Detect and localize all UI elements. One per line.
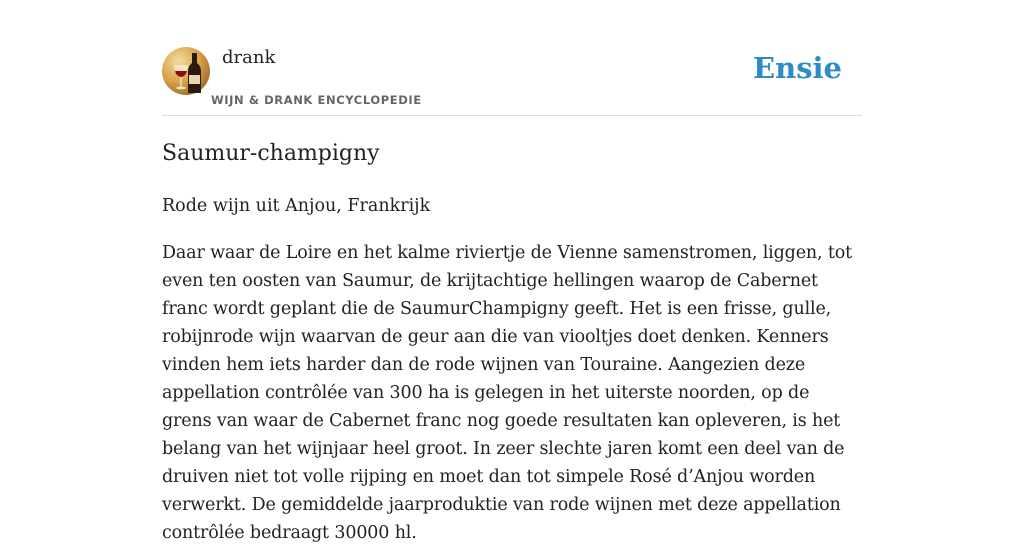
wine-bottle-glass-icon [162,47,210,95]
brand-logo-link[interactable]: Ensie [753,51,842,85]
avatar[interactable] [162,47,210,95]
article-title: Saumur-champigny [162,141,380,166]
article-body: Daar waar de Loire en het kalme riviertje de Vienne samenstromen, liggen, tot even ten oosten van Saumur, de krijtachtige hellingen waarop de Cabernet franc wordt geplant die de SaumurChampigny geeft. Het is een frisse, gulle, robijnrode wijn waarvan de geur aan die van viooltjes doet denken. Kenners vinden hem iets harder dan de rode wijnen van Touraine. Aangezien deze appellation contrôlée van 300 ha is gelegen in het uiterste noorden, op de grens van waar de Cabernet franc nog goede resultaten kan opleveren, is het belang van het wijnjaar heel groot. In zeer slechte jaren komt een deel van de druiven niet tot volle rijping en moet dan tot simpele Rosé d’Anjou worden verwerkt. De gemiddelde jaarproduktie van rode wijnen met deze appellation contrôlée bedraagt 30000 hl. [162,243,853,543]
article-subtitle: Rode wijn uit Anjou, Frankrijk [162,196,431,216]
page [162,0,862,543]
header [162,0,862,116]
site-name[interactable]: drank [222,47,276,68]
site-subtitle: WIJN & DRANK ENCYCLOPEDIE [211,93,422,107]
